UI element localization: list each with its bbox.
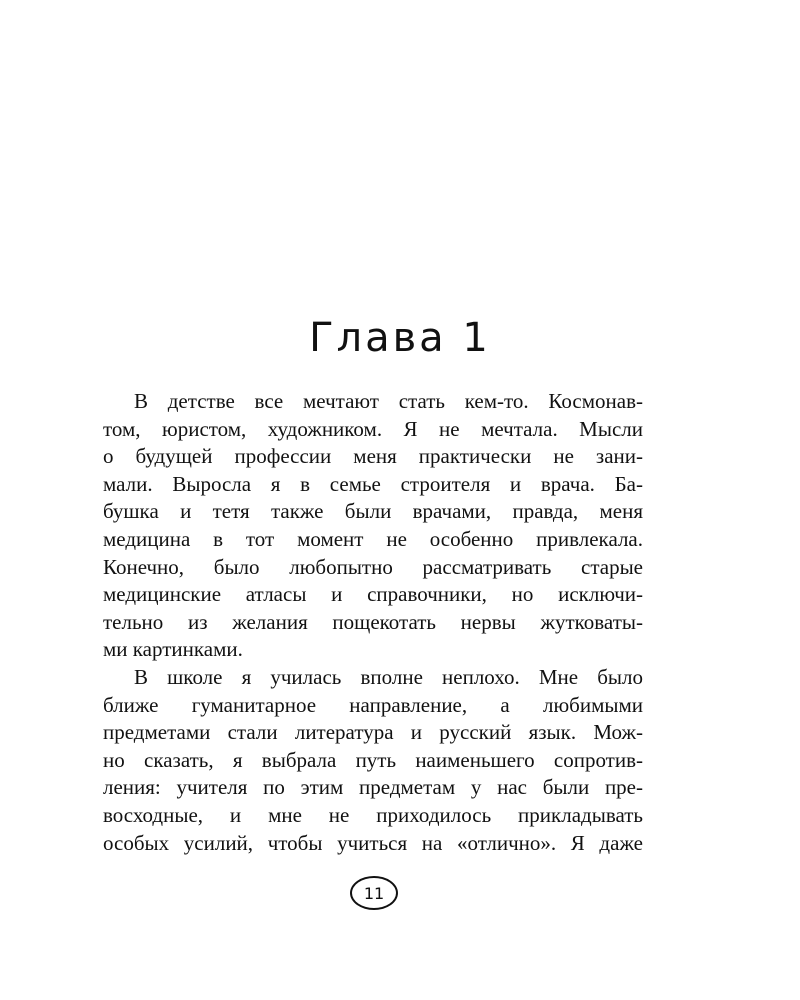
text-line: предметами стали литература и русский язык. Мож- <box>103 720 643 745</box>
text-line: бушка и тетя также были врачами, правда, меня <box>103 499 643 524</box>
text-line: медицинские атласы и справочники, но исключи- <box>103 582 643 607</box>
text-line: ми картинками. <box>103 637 243 662</box>
text-line: но сказать, я выбрала путь наименьшего сопротив- <box>103 747 643 772</box>
text-line: Конечно, было любопытно рассматривать старые <box>103 554 643 579</box>
text-line: восходные, и мне не приходилось прикладывать <box>103 802 643 827</box>
text-line: ближе гуманитарное направление, а любимыми <box>103 692 643 717</box>
text-line: том, юристом, художником. Я не мечтала. Мысли <box>103 416 643 441</box>
chapter-title: Глава 1 <box>309 314 491 361</box>
text-line: медицина в тот момент не особенно привлекала. <box>103 526 643 551</box>
text-line: В детстве все мечтают стать кем-то. Космонав- <box>134 389 643 413</box>
text-line: о будущей профессии меня практически не зани- <box>103 444 643 469</box>
text-line: тельно из желания пощекотать нервы жутковаты- <box>103 609 643 634</box>
text-line: ления: учителя по этим предметам у нас были пре- <box>103 775 643 800</box>
text-line: мали. Выросла я в семье строителя и врача. Ба- <box>103 471 643 496</box>
text-line: В школе я училась вполне неплохо. Мне было <box>134 664 643 689</box>
text-line: особых усилий, чтобы учиться на «отлично». Я даже <box>103 830 643 855</box>
page-number: 11 <box>350 876 398 910</box>
body-text <box>103 388 643 857</box>
